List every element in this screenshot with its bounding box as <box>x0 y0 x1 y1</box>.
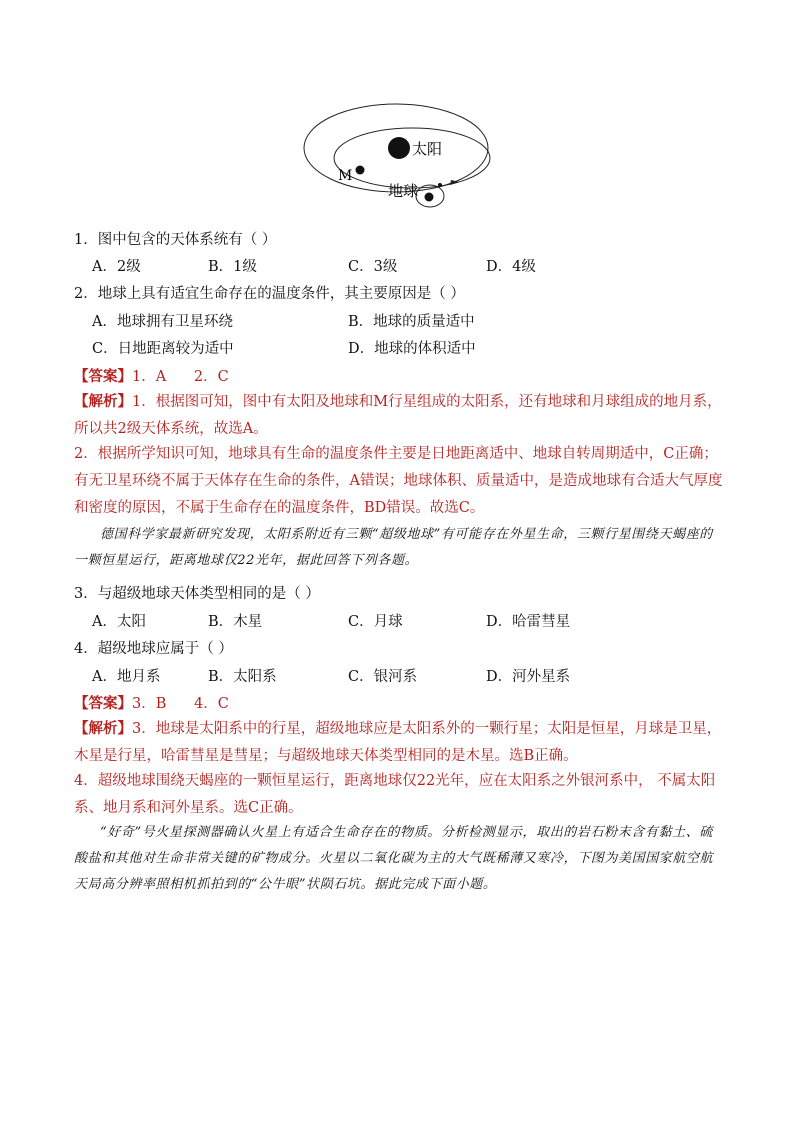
q3-option-d[interactable]: D．哈雷彗星 <box>486 614 571 630</box>
question-3: 3．与超级地球天体类型相同的是（ ） <box>74 586 320 602</box>
solar-system-diagram <box>300 100 500 210</box>
q2-option-b[interactable]: B．地球的质量适中 <box>348 314 475 330</box>
analysis-1-text: 1．根据图可知，图中有太阳及地球和M行星组成的太阳系，还有地球和月球组成的地月系，所以共2级天体系统，故选A。 <box>74 394 722 437</box>
q4-option-a[interactable]: A．地月系 <box>92 669 161 685</box>
m-label: M <box>338 168 353 184</box>
q2-option-a[interactable]: A．地球拥有卫星环绕 <box>92 314 233 330</box>
q3-option-c[interactable]: C．月球 <box>348 614 403 630</box>
q2-option-c[interactable]: C．日地距离较为适中 <box>92 341 234 357</box>
earth <box>425 193 434 202</box>
earth-label: 地球 <box>388 182 419 200</box>
answer-text: 1．A 2．C <box>132 369 229 385</box>
q1-option-d[interactable]: D．4级 <box>486 259 536 275</box>
analysis-tag: 【解析】 <box>74 393 132 410</box>
answer-1-2 <box>74 365 229 386</box>
question-1: 1．图中包含的天体系统有（ ） <box>74 232 277 248</box>
earth-orbit <box>334 128 490 188</box>
analysis-tag: 【解析】 <box>74 720 132 737</box>
answer-3-4 <box>74 692 229 713</box>
q3-option-b[interactable]: B．木星 <box>208 614 263 630</box>
q4-option-d[interactable]: D．河外星系 <box>486 669 571 685</box>
sun-label: 太阳 <box>412 140 443 158</box>
answer-tag: 【答案】 <box>74 368 132 385</box>
answer-text: 3．B 4．C <box>132 696 229 712</box>
answer-tag: 【答案】 <box>74 695 132 712</box>
q4-option-c[interactable]: C．银河系 <box>348 669 418 685</box>
analysis-3-text: 3．地球是太阳系中的行星，超级地球应是太阳系外的一颗行星；太阳是恒星，月球是卫星，木星是行星，哈雷彗星是彗星；与超级地球天体类型相同的是木星。选B正确。 <box>74 721 722 764</box>
question-2: 2．地球上具有适宜生命存在的温度条件，其主要原因是（ ） <box>74 286 465 302</box>
question-4: 4．超级地球应属于（ ） <box>74 641 233 657</box>
planet-m <box>356 166 365 175</box>
q1-option-b[interactable]: B．1级 <box>208 259 257 275</box>
q1-option-a[interactable]: A．2级 <box>92 259 141 275</box>
intro-super-earth: 德国科学家最新研究发现，太阳系附近有三颗“超级地球”有可能存在外星生命，三颗行星围绕天蝎座的一颗恒星运行，距离地球仅22光年，据此回答下列各题。 <box>74 527 713 568</box>
analysis-3 <box>74 715 724 770</box>
q3-option-a[interactable]: A．太阳 <box>92 614 146 630</box>
analysis-4: 4．超级地球围绕天蝎座的一颗恒星运行，距离地球仅22光年，应在太阳系之外银河系中， 不属太阳系、地月系和河外星系。选C正确。 <box>74 773 716 816</box>
sun <box>388 137 410 159</box>
q1-option-c[interactable]: C．3级 <box>348 259 398 275</box>
q2-option-d[interactable]: D．地球的体积适中 <box>348 341 476 357</box>
intro-mars-curiosity: “好奇”号火星探测器确认火星上有适合生命存在的物质。分析检测显示，取出的岩石粉末含有黏土、硫酸盐和其他对生命非常关键的矿物成分。火星以二氧化碳为主的大气既稀薄又寒冷，下图为美国国家航空航天局高分辨率照相机抓拍到的“公牛眼”状陨石坑。据此完成下面小题。 <box>74 825 714 892</box>
moon <box>438 183 442 187</box>
analysis-2: 2．根据所学知识可知，地球具有生命的温度条件主要是日地距离适中、地球自转周期适中，C正确；有无卫星环绕不属于天体存在生命的条件，A错误；地球体积、质量适中，是造成地球有合适大气厚度和密度的原因，不属于生命存在的温度条件，BD错误。故选C。 <box>74 446 723 516</box>
analysis-1 <box>74 388 724 443</box>
q4-option-b[interactable]: B．太阳系 <box>208 669 277 685</box>
